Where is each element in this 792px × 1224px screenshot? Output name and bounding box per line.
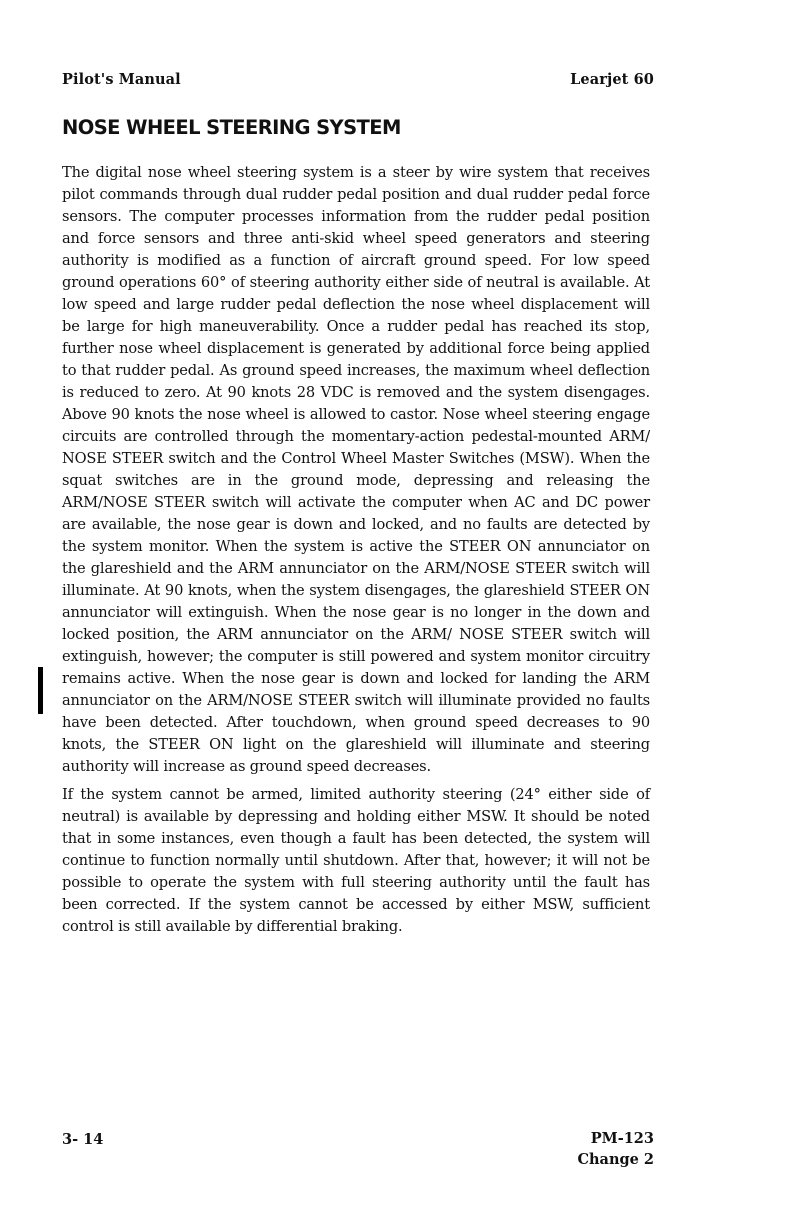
section-title: NOSE WHEEL STEERING SYSTEM <box>62 116 401 139</box>
paragraph-steering-description: The digital nose wheel steering system is a steer by wire system that receives pilot commands through dual rudder pedal position and dual rudder pedal force sensors. The computer processes information from the rudder pedal position and force sensors and three anti-skid wheel speed generators and steering authority is modified as a function of aircraft ground speed. For low speed ground operations 60° of steering authority either side of neutral is available. At low speed and large rudder pedal deflection the nose wheel displacement will be large for high maneuverability. Once a rudder pedal has reached its stop, further nose wheel displacement is generated by additional force being applied to that rudder pedal. As ground speed increases, the maximum wheel deflection is reduced to zero. At 90 knots 28 VDC is removed and the system disengages. Above 90 knots the nose wheel is allowed to castor. Nose wheel steering engage circuits are controlled through the momentary-action pedestal-mounted ARM/ NOSE STEER switch and the Control Wheel Master Switches (MSW). When the squat switches are in the ground mode, depressing and releasing the ARM/NOSE STEER switch will activate the computer when AC and DC power are available, the nose gear is down and locked, and no faults are detected by the system monitor. When the system is active the STEER ON annunciator on the glareshield and the ARM annunciator on the ARM/NOSE STEER switch will illuminate. At 90 knots, when the system disengages, the glareshield STEER ON annunciator will extinguish. When the nose gear is no longer in the down and locked position, the ARM annunciator on the ARM/ NOSE STEER switch will extinguish, however; the computer is still powered and system monitor circuitry remains active. When the nose gear is down and locked for landing the ARM annunciator on the ARM/NOSE STEER switch will illuminate provided no faults have been detected. After touchdown, when ground speed decreases to 90 knots, the STEER ON light on the glareshield will illuminate and steering authority will increase as ground speed decreases. <box>62 164 650 775</box>
body-text <box>62 162 650 938</box>
header-manual-name: Pilot's Manual <box>62 71 181 88</box>
paragraph-limited-authority: If the system cannot be armed, limited authority steering (24° either side of neutral) is available by depressing and holding either MSW. It should be noted that in some instances, even though a fault has been detected, the system will continue to function normally until shutdown. After that, however; it will not be possible to operate the system with full steering authority until the fault has been corrected. If the system cannot be accessed by either MSW, sufficient control is still available by differential braking. <box>62 786 650 935</box>
footer-change-level: Change 2 <box>577 1151 654 1168</box>
footer-document-info <box>577 1128 654 1170</box>
footer-doc-number: PM-123 <box>590 1130 654 1147</box>
footer-page-number: 3- 14 <box>62 1131 104 1148</box>
revision-change-bar <box>38 667 43 714</box>
header-aircraft-model: Learjet 60 <box>570 71 654 88</box>
